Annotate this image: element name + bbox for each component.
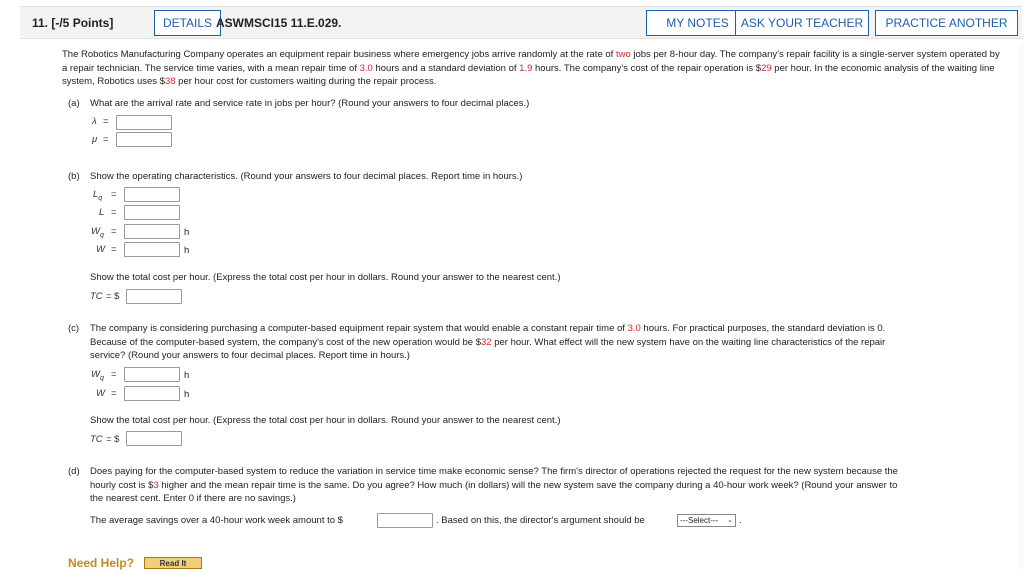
part-d-question: Does paying for the computer-based system to reduce the variation in service time make economic sense? The firm's director of operations rejected the request for the new system because the hourly cost is $3 higher and the mean repair time is the same. Do you agree? How much (in dollars) will the new system save the company during a 40-hour work week? (Round your answer to the nearest cent. Enter 0 if there are no savings.) xyxy=(90,466,898,504)
part-c-cost-question: Show the total cost per hour. (Express the total cost per hour in dollars. Round your answer to the nearest cent.) xyxy=(90,415,561,426)
w-input[interactable] xyxy=(124,242,180,257)
repair-cost-value: 29 xyxy=(761,62,772,74)
tc-input[interactable] xyxy=(126,289,182,304)
tc-label: TC xyxy=(90,291,103,302)
part-c-label: (c) xyxy=(68,323,80,334)
part-a-label: (a) xyxy=(68,98,80,109)
l-eq: = xyxy=(111,207,117,218)
part-b-question: Show the operating characteristics. (Round your answers to four decimal places. Report time in hours.) xyxy=(90,171,523,182)
c-wq-unit: h xyxy=(184,370,190,381)
c-wq-eq: = xyxy=(111,369,117,380)
chevron-down-icon: ⌄ xyxy=(727,517,733,524)
w-unit: h xyxy=(184,245,190,256)
director-text: . Based on this, the director's argument should be xyxy=(436,515,645,526)
lq-input[interactable] xyxy=(124,187,180,202)
wq-unit: h xyxy=(184,227,190,238)
intro-paragraph: The Robotics Manufacturing Company operates an equipment repair business where emergency jobs arrive randomly at the rate of two jobs per 8-hour day. The company's repair facility is a single-server system operated by a repair technician. The service time varies, with a mean repair time of 3.0 hours and a standard deviation of 1.9 hours. The company's cost of the repair operation is $29 per hour. In the economic analysis of the waiting line system, Robotics uses $38 per hour cost for customers waiting during the repair process. xyxy=(62,49,1000,87)
savings-input[interactable] xyxy=(377,513,433,528)
wait-cost-value: 38 xyxy=(164,76,176,87)
director-argument-select[interactable] xyxy=(677,514,736,527)
lq-eq: = xyxy=(111,189,117,200)
c-tc-prefix: = $ xyxy=(106,434,120,445)
mean-time-value: 3.0 xyxy=(359,62,373,74)
period: . xyxy=(739,515,742,526)
lambda-label: λ xyxy=(92,116,97,127)
savings-text: The average savings over a 40-hour work week amount to $ xyxy=(90,515,343,526)
new-cost-value: 32 xyxy=(481,336,492,348)
mu-label: μ xyxy=(92,134,98,145)
w-eq: = xyxy=(111,244,117,255)
ask-teacher-button[interactable]: ASK YOUR TEACHER xyxy=(735,10,869,36)
lambda-input[interactable] xyxy=(116,115,172,130)
need-help-label: Need Help? xyxy=(68,556,135,570)
mu-input[interactable] xyxy=(116,132,172,147)
l-label: L xyxy=(99,207,105,218)
read-it-button[interactable]: Read It xyxy=(144,557,202,569)
c-w-label: W xyxy=(96,388,105,399)
c-w-unit: h xyxy=(184,389,190,400)
mu-eq: = xyxy=(103,134,109,145)
c-tc-label: TC xyxy=(90,434,103,445)
c-w-input[interactable] xyxy=(124,386,180,401)
wq-eq: = xyxy=(111,226,117,237)
part-a-question: What are the arrival rate and service rate in jobs per hour? (Round your answers to four decimal places.) xyxy=(90,98,530,109)
c-wq-input[interactable] xyxy=(124,367,180,382)
c-wq-label: $W_q$ xyxy=(91,369,104,382)
select-value: ---Select--- xyxy=(680,516,719,525)
c-w-eq: = xyxy=(111,388,117,399)
my-notes-button[interactable]: MY NOTES xyxy=(646,10,749,36)
c-tc-input[interactable] xyxy=(126,431,182,446)
wq-input[interactable] xyxy=(124,224,180,239)
wq-label: $W_q$ xyxy=(91,226,104,239)
question-code: ASWMSCI15 11.E.029. xyxy=(216,16,342,30)
scrollbar[interactable] xyxy=(1018,44,1024,569)
lambda-eq: = xyxy=(103,116,109,127)
question-number: 11. [-/5 Points] xyxy=(32,16,114,30)
extra-cost-value: 3 xyxy=(153,479,159,491)
lq-label: $L_q$ xyxy=(93,189,103,202)
part-b-cost-question: Show the total cost per hour. (Express the total cost per hour in dollars. Round your answer to the nearest cent.) xyxy=(90,272,561,283)
l-input[interactable] xyxy=(124,205,180,220)
tc-prefix: = $ xyxy=(106,291,120,302)
part-c-question: The company is considering purchasing a computer-based equipment repair system that would enable a constant repair time of 3.0 hours. For practical purposes, the standard deviation is 0. Because of the computer-based system, the company's cost of the new operation would be $32 per hour. What effect will the new system have on the waiting line characteristics of the repair service? (Round your answers to four decimal places. Report time in hours.) xyxy=(90,323,886,361)
part-b-label: (b) xyxy=(68,171,80,182)
arrival-rate-value: two xyxy=(615,49,631,60)
details-button[interactable]: DETAILS xyxy=(154,10,221,36)
w-label: W xyxy=(96,244,105,255)
constant-time-value: 3.0 xyxy=(627,323,641,334)
practice-another-button[interactable]: PRACTICE ANOTHER xyxy=(875,10,1018,36)
std-dev-value: 1.9 xyxy=(519,62,533,74)
part-d-label: (d) xyxy=(68,466,80,477)
